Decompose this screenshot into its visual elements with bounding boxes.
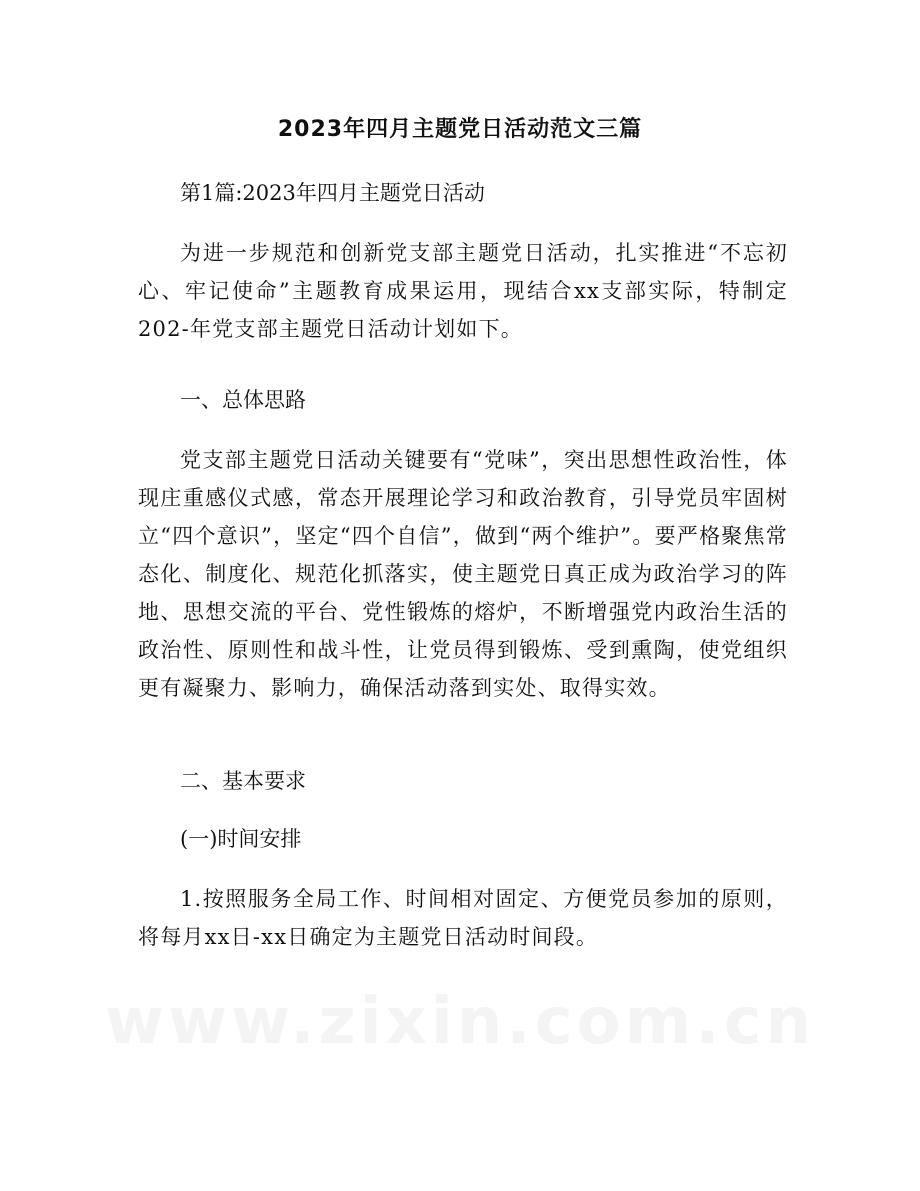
subsection-heading-schedule: (一)时间安排: [180, 827, 302, 851]
intro-paragraph: 为进一步规范和创新党支部主题党日活动，扎实推进“不忘初心、牢记使命”主题教育成果运用，现结合xx支部实际，特制定202-年党支部主题党日活动计划如下。: [138, 241, 788, 341]
section-heading-basic-requirements: 二、基本要求: [180, 769, 306, 793]
overall-approach-paragraph: 党支部主题党日活动关键要有“党味”，突出思想性政治性，体现庄重感仪式感，常态开展理论学习和政治教育，引导党员牢固树立“四个意识”，坚定“四个自信”，做到“两个维护”。要严格聚焦常态化、制度化、规范化抓落实，使主题党日真正成为政治学习的阵地、思想交流的平台、党性锻炼的熔炉，不断增强党内政治生活的政治性、原则性和战斗性，让党员得到锻炼、受到熏陶，使党组织更有凝聚力、影响力，确保活动落到实处、取得实效。: [138, 448, 788, 700]
watermark: www.zixin.com.cn: [104, 985, 816, 1059]
section-heading-overall-approach: 一、总体思路: [180, 388, 306, 412]
schedule-item-1: 1.按照服务全局工作、时间相对固定、方便党员参加的原则，将每月xx日-xx日确定为主题党日活动时间段。: [138, 887, 788, 949]
document-title: 2023年四月主题党日活动范文三篇: [277, 117, 643, 142]
chapter-heading: 第1篇:2023年四月主题党日活动: [180, 181, 485, 205]
